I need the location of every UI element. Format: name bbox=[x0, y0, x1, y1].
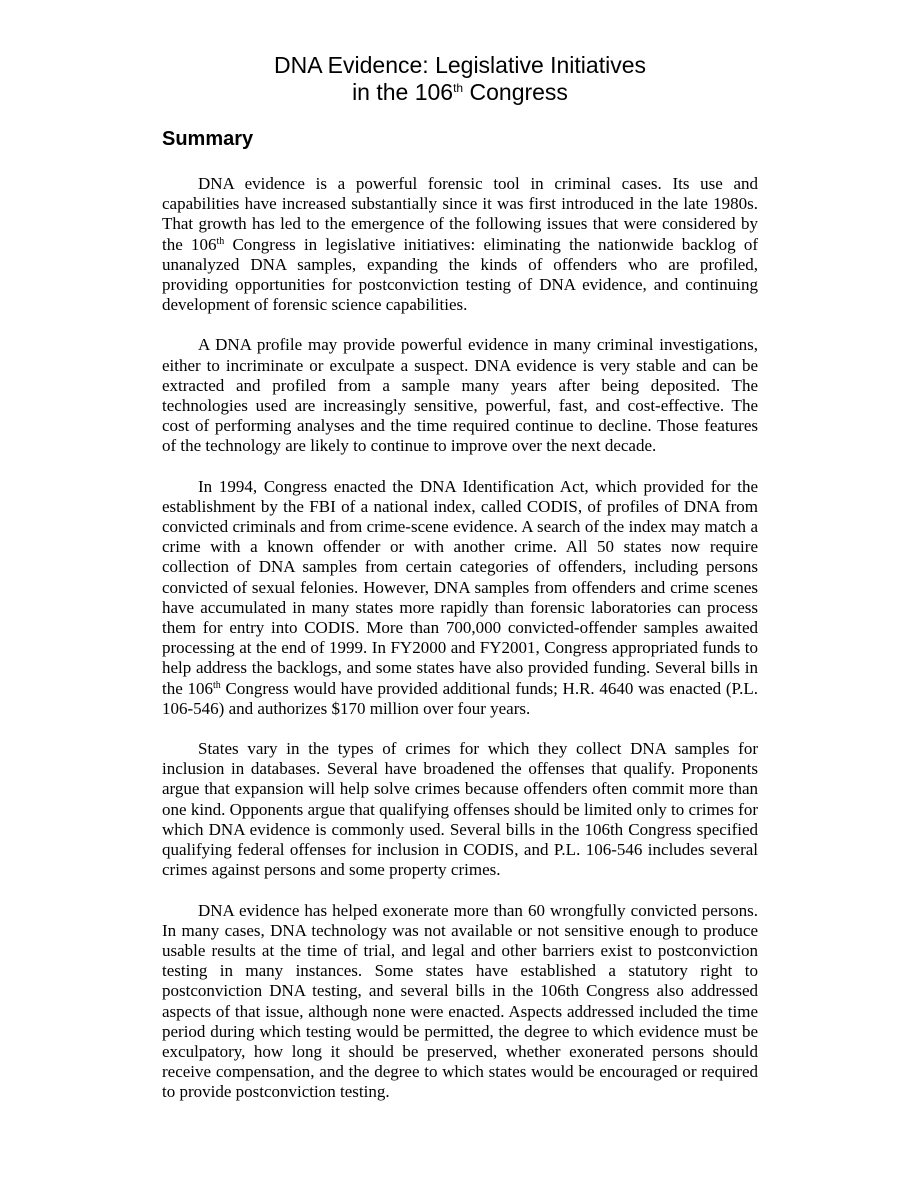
paragraph-3 bbox=[162, 477, 758, 719]
paragraph-3-text-b: Congress would have provided additional funds; H.R. 4640 was enacted (P.L. 106-546) and authorizes $170 million over four years. bbox=[162, 678, 758, 718]
paragraph-1-text-a: DNA evidence is a powerful forensic tool in criminal cases. Its use and capabilities have increased substantially since it was first introduced in the late 1980s. That growth has led to the emergence of the following issues that were considered by the 106 bbox=[162, 174, 758, 254]
document-title bbox=[162, 52, 758, 106]
paragraph-1 bbox=[162, 174, 758, 315]
title-line-2 bbox=[352, 79, 568, 105]
paragraph-3-sup: th bbox=[212, 679, 221, 691]
paragraph-2: A DNA profile may provide powerful evidence in many criminal investigations, either to incriminate or exculpate a suspect. DNA evidence is very stable and can be extracted and profiled from a sample many years after being deposited. The technologies used are increasingly sensitive, powerful, fast, and cost-effective. The cost of performing analyses and the time required continue to decline. Those features of the technology are likely to continue to improve over the next decade. bbox=[162, 335, 758, 456]
paragraph-4: States vary in the types of crimes for which they collect DNA samples for inclusion in databases. Several have broadened the offenses that qualify. Proponents argue that expansion will help solve crimes because offenders often commit more than one kind. Opponents argue that qualifying offenses should be limited only to crimes for which DNA evidence is commonly used. Several bills in the 106th Congress specified qualifying federal offenses for inclusion in CODIS, and P.L. 106-546 includes several crimes against persons and some property crimes. bbox=[162, 739, 758, 880]
title-ordinal-sup: th bbox=[453, 81, 464, 95]
summary-heading: Summary bbox=[162, 128, 254, 150]
paragraph-5: DNA evidence has helped exonerate more than 60 wrongfully convicted persons. In many cases, DNA technology was not available or not sensitive enough to produce usable results at the time of trial, and legal and other barriers exist to postconviction testing in many instances. Some states have established a statutory right to postconviction DNA testing, and several bills in the 106th Congress also addressed aspects of that issue, although none were enacted. Aspects addressed included the time period during which testing would be permitted, the degree to which evidence must be exculpatory, how long it should be preserved, whether exonerated persons should receive compensation, and the degree to which states would be encouraged or required to provide postconviction testing. bbox=[162, 900, 758, 1102]
document-page bbox=[162, 52, 758, 1103]
title-line-1: DNA Evidence: Legislative Initiatives bbox=[273, 52, 647, 78]
paragraph-1-sup: th bbox=[216, 235, 225, 247]
paragraph-3-text-a: In 1994, Congress enacted the DNA Identification Act, which provided for the establishment by the FBI of a national index, called CODIS, of profiles of DNA from convicted criminals and from crime-scene evidence. A search of the index may match a crime with a known offender or with another crime. All 50 states now require collection of DNA samples from certain categories of offenders, including persons convicted of sexual felonies. However, DNA samples from offenders and crime scenes have accumulated in many states more rapidly than forensic laboratories can process them for entry into CODIS. More than 700,000 convicted-offender samples awaited processing at the end of 1999. In FY2000 and FY2001, Congress appropriated funds to help address the backlogs, and some states have also provided funding. Several bills in the 106 bbox=[162, 476, 758, 698]
title-line-2-prefix: in the 106 bbox=[352, 79, 454, 105]
title-line-2-suffix: Congress bbox=[463, 79, 568, 105]
paragraph-1-text-b: Congress in legislative initiatives: eliminating the nationwide backlog of unanalyzed DNA samples, expanding the kinds of offenders who are profiled, providing opportunities for postconviction testing of DNA evidence, and continuing development of forensic science capabilities. bbox=[162, 234, 758, 315]
